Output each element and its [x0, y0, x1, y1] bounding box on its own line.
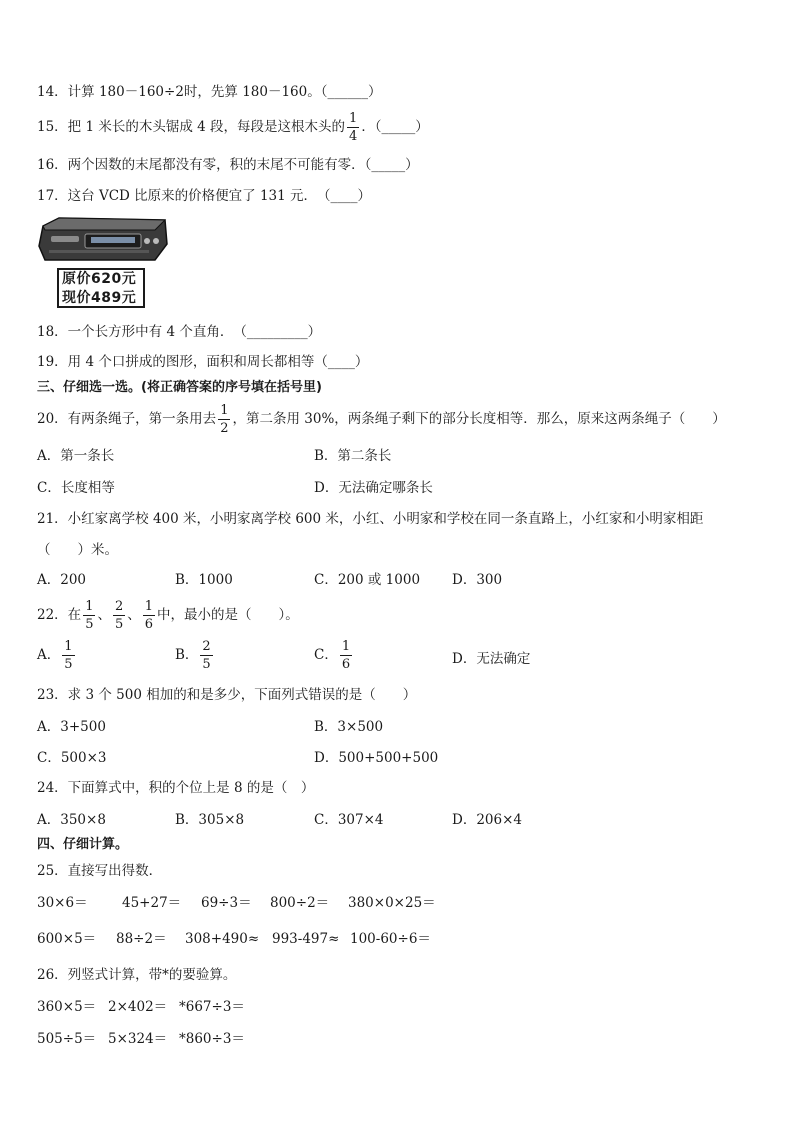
- fraction-one-quarter: $\frac{1}{4}$: [349, 111, 358, 144]
- q24-option-b: B．305×8: [175, 812, 245, 828]
- fraction-one-sixth: $\frac{1}{6}$: [144, 599, 154, 632]
- question-16: 16．两个因数的末尾都没有零，积的末尾不可能有零．（_____）: [37, 157, 419, 173]
- question-22: 22．在 $\frac{1}{5}$ 、 $\frac{2}{5}$ 、 $\frac{1}{6}$ 中，最小的是（ ）。: [37, 599, 299, 632]
- q23-option-b: B．3×500: [314, 719, 384, 735]
- q20-option-a: A．第一条长: [37, 448, 115, 464]
- question-21-line1: 21．小红家离学校 400 米，小明家离学校 600 米，小红、小明家和学校在同一条直路上，小红家和小明家相距: [37, 511, 704, 527]
- q20-option-d: D．无法确定哪条长: [314, 480, 433, 496]
- fraction-one-fifth: $\frac{1}{5}$: [85, 599, 94, 632]
- q26-item: *667÷3＝: [179, 999, 245, 1015]
- question-15-blank: ．（_____）: [361, 119, 429, 135]
- q22-option-d: D．无法确定: [452, 651, 531, 667]
- q20-option-c: C．长度相等: [37, 480, 115, 496]
- question-23: 23．求 3 个 500 相加的和是多少，下面列式错误的是（ ）: [37, 687, 417, 703]
- original-price: 原价620元: [62, 271, 137, 287]
- question-19: 19．用 4 个口拼成的图形，面积和周长都相等（____）: [37, 354, 369, 370]
- q25-item: 88÷2＝: [116, 931, 167, 947]
- section-3-heading: 三、仔细选一选。(将正确答案的序号填在括号里): [37, 380, 322, 395]
- q24-option-c: C．307×4: [314, 812, 384, 828]
- q21-option-a: A．200: [37, 572, 87, 588]
- vcd-player-icon: [37, 216, 169, 262]
- q26-item: 2×402＝: [108, 999, 168, 1015]
- price-label: [57, 268, 145, 308]
- q20-option-b: B．第二条长: [314, 448, 392, 464]
- question-15-text: 15．把 1 米长的木头锯成 4 段，每段是这根木头的: [37, 119, 346, 135]
- q22-option-b: B． $\frac{2}{5}$: [175, 639, 211, 672]
- question-21-line2: （ ）米。: [37, 542, 118, 558]
- q25-item: 380×0×25＝: [348, 895, 436, 911]
- section-4-heading: 四、仔细计算。: [37, 837, 129, 852]
- fraction-one-half: $\frac{1}{2}$: [220, 403, 229, 436]
- question-24: 24．下面算式中，积的个位上是 8 的是（ ）: [37, 780, 315, 796]
- current-price: 现价489元: [62, 290, 137, 306]
- q21-option-d: D．300: [452, 572, 503, 588]
- q25-item: 600×5＝: [37, 931, 97, 947]
- q25-item: 45+27＝: [122, 895, 182, 911]
- q23-option-a: A．3+500: [37, 719, 106, 735]
- q22-option-a: A． $\frac{1}{5}$: [37, 639, 73, 672]
- q26-item: 360×5＝: [37, 999, 97, 1015]
- q26-item: 505÷5＝: [37, 1031, 97, 1047]
- q26-item: *860÷3＝: [179, 1031, 245, 1047]
- question-18: 18．一个长方形中有 4 个直角． （_________）: [37, 324, 322, 340]
- question-17: 17．这台 VCD 比原来的价格便宜了 131 元． （____）: [37, 188, 372, 204]
- q25-item: 800÷2＝: [270, 895, 330, 911]
- question-25-title: 25．直接写出得数．: [37, 863, 163, 879]
- q25-item: 69÷3＝: [201, 895, 252, 911]
- question-26-title: 26．列竖式计算，带*的要验算。: [37, 967, 237, 983]
- q25-item: 100-60÷6＝: [350, 931, 431, 947]
- q21-option-b: B．1000: [175, 572, 233, 588]
- question-20: 20．有两条绳子，第一条用去 $\frac{1}{2}$ ，第二条用 30%，两条绳子剩下的部分长度相等．那么，原来这两条绳子（ ）: [37, 403, 726, 436]
- q25-item: 30×6＝: [37, 895, 88, 911]
- q24-option-a: A．350×8: [37, 812, 106, 828]
- q26-item: 5×324＝: [108, 1031, 168, 1047]
- q24-option-d: D．206×4: [452, 812, 522, 828]
- q21-option-c: C．200 或 1000: [314, 572, 421, 588]
- fraction-two-fifths: $\frac{2}{5}$: [114, 599, 124, 632]
- q25-item: 993-497≈: [272, 931, 340, 947]
- q23-option-c: C．500×3: [37, 750, 107, 766]
- q25-item: 308+490≈: [185, 931, 260, 947]
- question-15: [37, 112, 429, 143]
- q23-option-d: D．500+500+500: [314, 750, 439, 766]
- q22-option-c: C． $\frac{1}{6}$: [314, 639, 351, 672]
- question-14: 14．计算 180－160÷2时，先算 180－160。（______）: [37, 84, 382, 100]
